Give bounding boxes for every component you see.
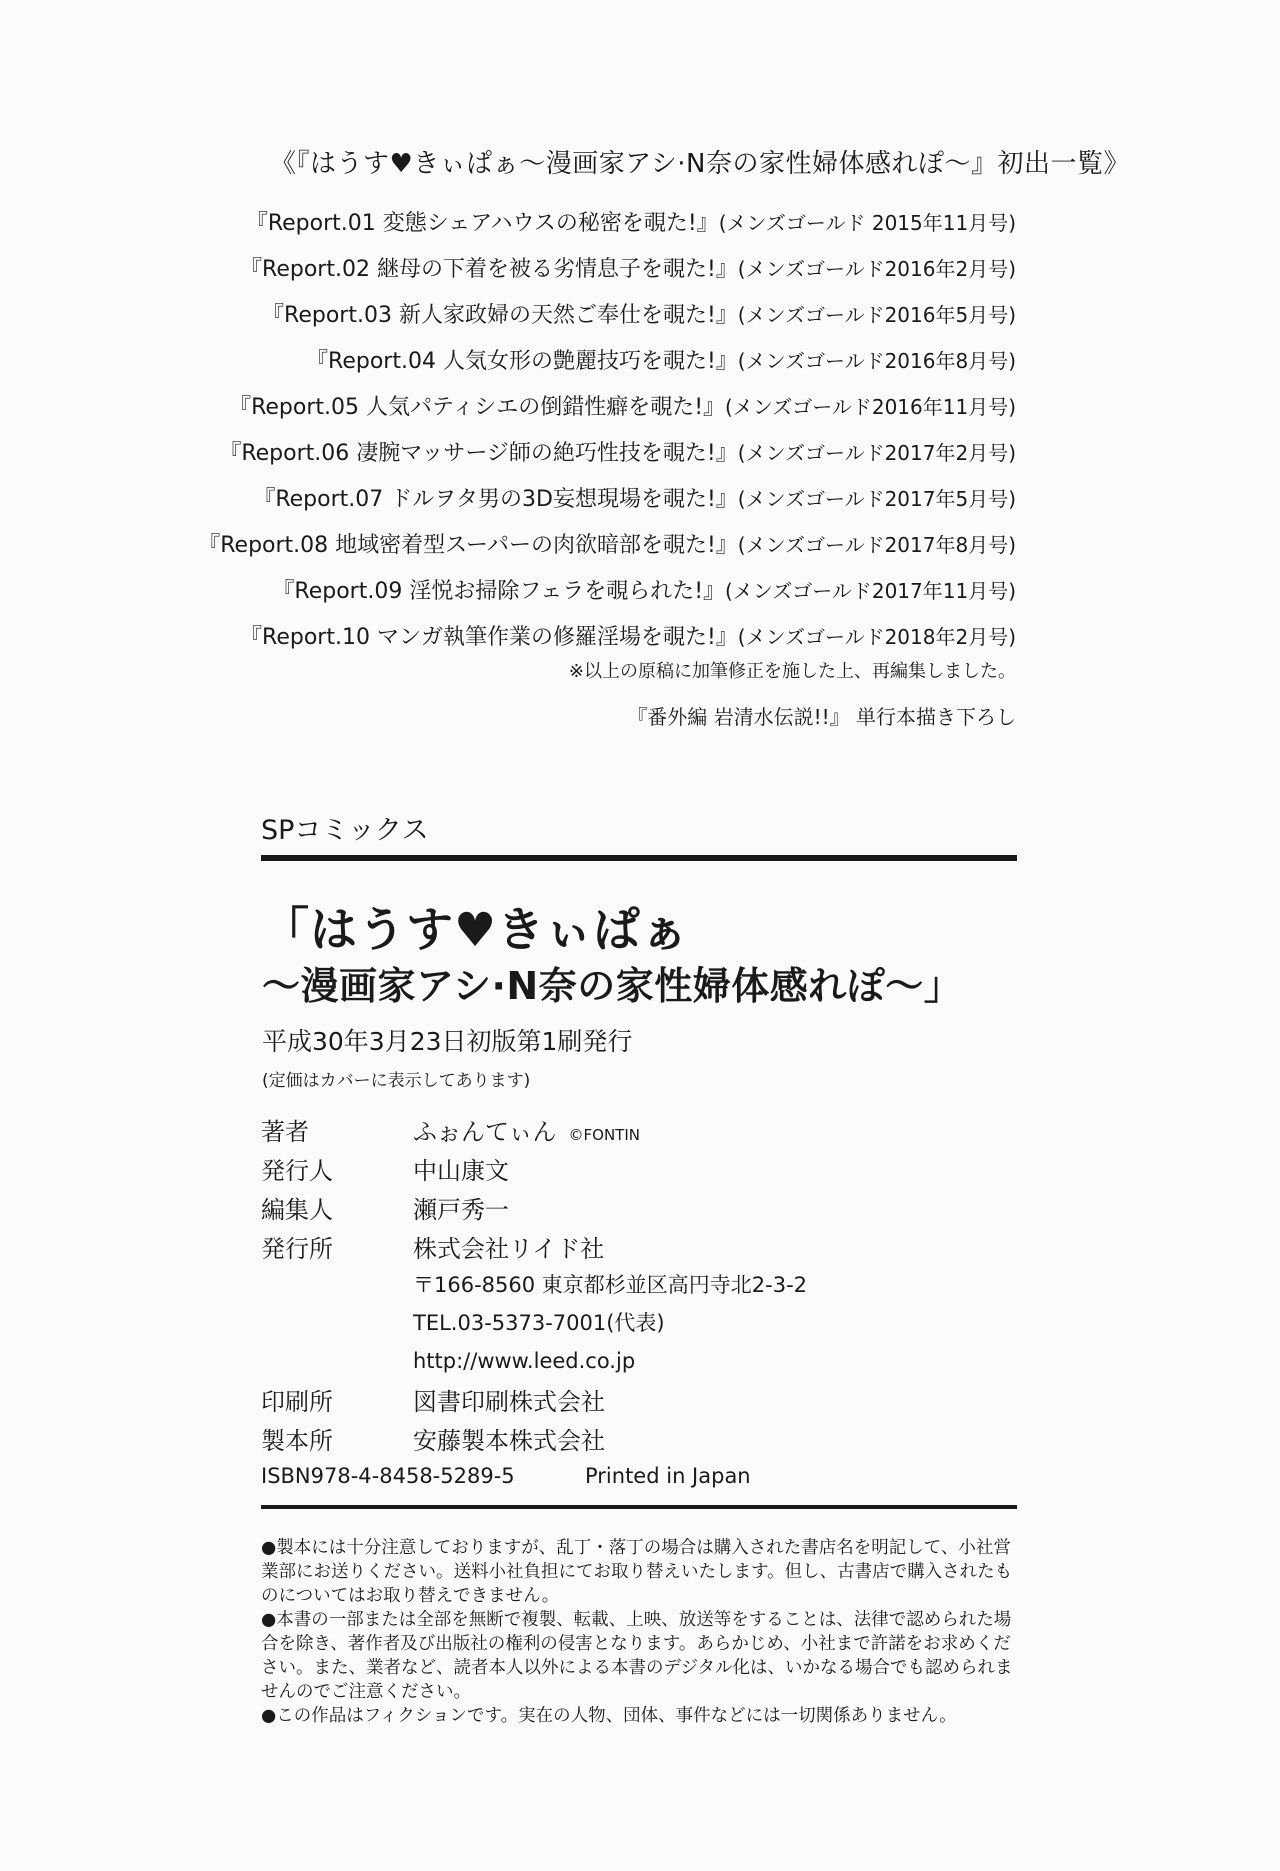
entry-source: (メンズゴールド2016年2月号) — [737, 257, 1016, 281]
publication-date: 平成30年3月23日初版第1刷発行 — [262, 1027, 633, 1056]
divider — [261, 855, 1017, 861]
entry-title: 『Report.01 変態シェアハウスの秘密を覗た!』 — [245, 211, 719, 236]
divider — [261, 1505, 1017, 1509]
entry-title: 『Report.08 地域密着型スーパーの肉欲暗部を覗た!』 — [198, 533, 738, 558]
credit-row-printer — [261, 1382, 807, 1421]
company-url: http://www.leed.co.jp — [413, 1349, 636, 1373]
entry-title: 『Report.06 凄腕マッサージ師の絶巧性技を覗た!』 — [219, 441, 738, 466]
credit-row-publisher — [261, 1151, 807, 1190]
list-item — [116, 484, 1016, 530]
list-item — [116, 392, 1016, 438]
notice-paragraph: ●本書の一部または全部を無断で複製、転載、上映、放送等をすることは、法律で認められた場合を除き、著作者及び出版社の権利の侵害となります。あらかじめ、小社まで許諾をお求めください。また、業者など、読者本人以外による本書のデジタル化は、いかなる場合でも認められませんのでご注意ください。 — [261, 1610, 1013, 1702]
entry-source: (メンズゴールド 2015年11月号) — [718, 211, 1016, 235]
list-item — [116, 346, 1016, 392]
copyright-notice: ©FONTIN — [568, 1126, 640, 1144]
credit-role: 編集人 — [261, 1196, 333, 1224]
entry-source: (メンズゴールド2017年2月号) — [737, 441, 1016, 465]
price-note: (定価はカバーに表示してあります) — [262, 1071, 531, 1091]
entry-title: 『Report.03 新人家政婦の天然ご奉仕を覗た!』 — [262, 303, 738, 328]
credit-role: 著者 — [261, 1118, 309, 1146]
credit-row-binder — [261, 1421, 807, 1460]
legal-notices — [261, 1536, 1021, 1728]
imprint-label: SPコミックス — [261, 815, 429, 846]
entry-title: 『Report.05 人気パティシエの倒錯性癖を覗た!』 — [229, 395, 726, 420]
entry-source: (メンズゴールド2016年11月号) — [725, 395, 1016, 419]
isbn: ISBN978-4-8458-5289-5 — [261, 1464, 515, 1488]
list-item — [116, 254, 1016, 300]
printed-in: Printed in Japan — [585, 1464, 751, 1488]
entry-source: (メンズゴールド2017年8月号) — [737, 533, 1016, 557]
company-tel: TEL.03-5373-7001(代表) — [413, 1311, 665, 1335]
company-address: 〒166-8560 東京都杉並区高円寺北2-3-2 — [413, 1273, 808, 1297]
book-title-line1: 「はうす♥きぃぱぁ — [262, 903, 690, 958]
credit-row-author — [261, 1112, 807, 1151]
entry-source: (メンズゴールド2016年5月号) — [737, 303, 1016, 327]
entry-source: (メンズゴールド2018年2月号) — [737, 625, 1016, 649]
list-item — [116, 300, 1016, 346]
entry-title: 『Report.09 淫悦お掃除フェラを覗られた!』 — [272, 579, 726, 604]
notice-paragraph: ●製本には十分注意しておりますが、乱丁・落丁の場合は購入された書店名を明記して、小社営業部にお送りください。送料小社負担にてお取り替えいたします。但し、古書店で購入されたものについてはお取り替えできません。 — [261, 1538, 1013, 1606]
bonus-chapter-note: 『番外編 岩清水伝説!!』 単行本描き下ろし — [627, 705, 1016, 729]
credits-block — [261, 1112, 807, 1460]
entry-title: 『Report.02 継母の下着を被る劣情息子を覗た!』 — [240, 257, 738, 282]
entry-source: (メンズゴールド2017年5月号) — [737, 487, 1016, 511]
entry-source: (メンズゴールド2017年11月号) — [725, 579, 1016, 603]
company-name: 株式会社リイド社 — [413, 1235, 605, 1263]
publisher-person: 中山康文 — [413, 1157, 509, 1185]
printer-name: 図書印刷株式会社 — [413, 1388, 605, 1416]
revision-note: ※以上の原稿に加筆修正を施した上、再編集しました。 — [568, 661, 1016, 682]
entry-title: 『Report.07 ドルヲタ男の3D妄想現場を覗た!』 — [253, 487, 738, 512]
binder-name: 安藤製本株式会社 — [413, 1427, 605, 1455]
list-item — [116, 576, 1016, 622]
author-name: ふぉんてぃん — [413, 1118, 557, 1146]
list-item — [116, 208, 1016, 254]
company-contact — [413, 1268, 807, 1382]
first-publication-list — [116, 208, 1016, 668]
credit-row-company — [261, 1229, 807, 1268]
credit-role: 製本所 — [261, 1427, 333, 1455]
book-title-line2: 〜漫画家アシ·N奈の家性婦体感れぽ〜」 — [262, 964, 963, 1008]
list-item — [116, 530, 1016, 576]
credit-role: 印刷所 — [261, 1388, 333, 1416]
entry-title: 『Report.04 人気女形の艶麗技巧を覗た!』 — [306, 349, 738, 374]
entry-source: (メンズゴールド2016年8月号) — [737, 349, 1016, 373]
credit-role: 発行人 — [261, 1157, 333, 1185]
credit-row-editor — [261, 1190, 807, 1229]
credit-role: 発行所 — [261, 1235, 333, 1263]
entry-title: 『Report.10 マンガ執筆作業の修羅淫場を覗た!』 — [240, 625, 738, 650]
first-publication-header: 《『はうす♥きぃぱぁ〜漫画家アシ·N奈の家性婦体感れぽ〜』初出一覧》 — [270, 149, 1130, 179]
editor-name: 瀬戸秀一 — [413, 1196, 509, 1224]
list-item — [116, 438, 1016, 484]
notice-paragraph: ●この作品はフィクションです。実在の人物、団体、事件などには一切関係ありません。 — [261, 1706, 957, 1726]
